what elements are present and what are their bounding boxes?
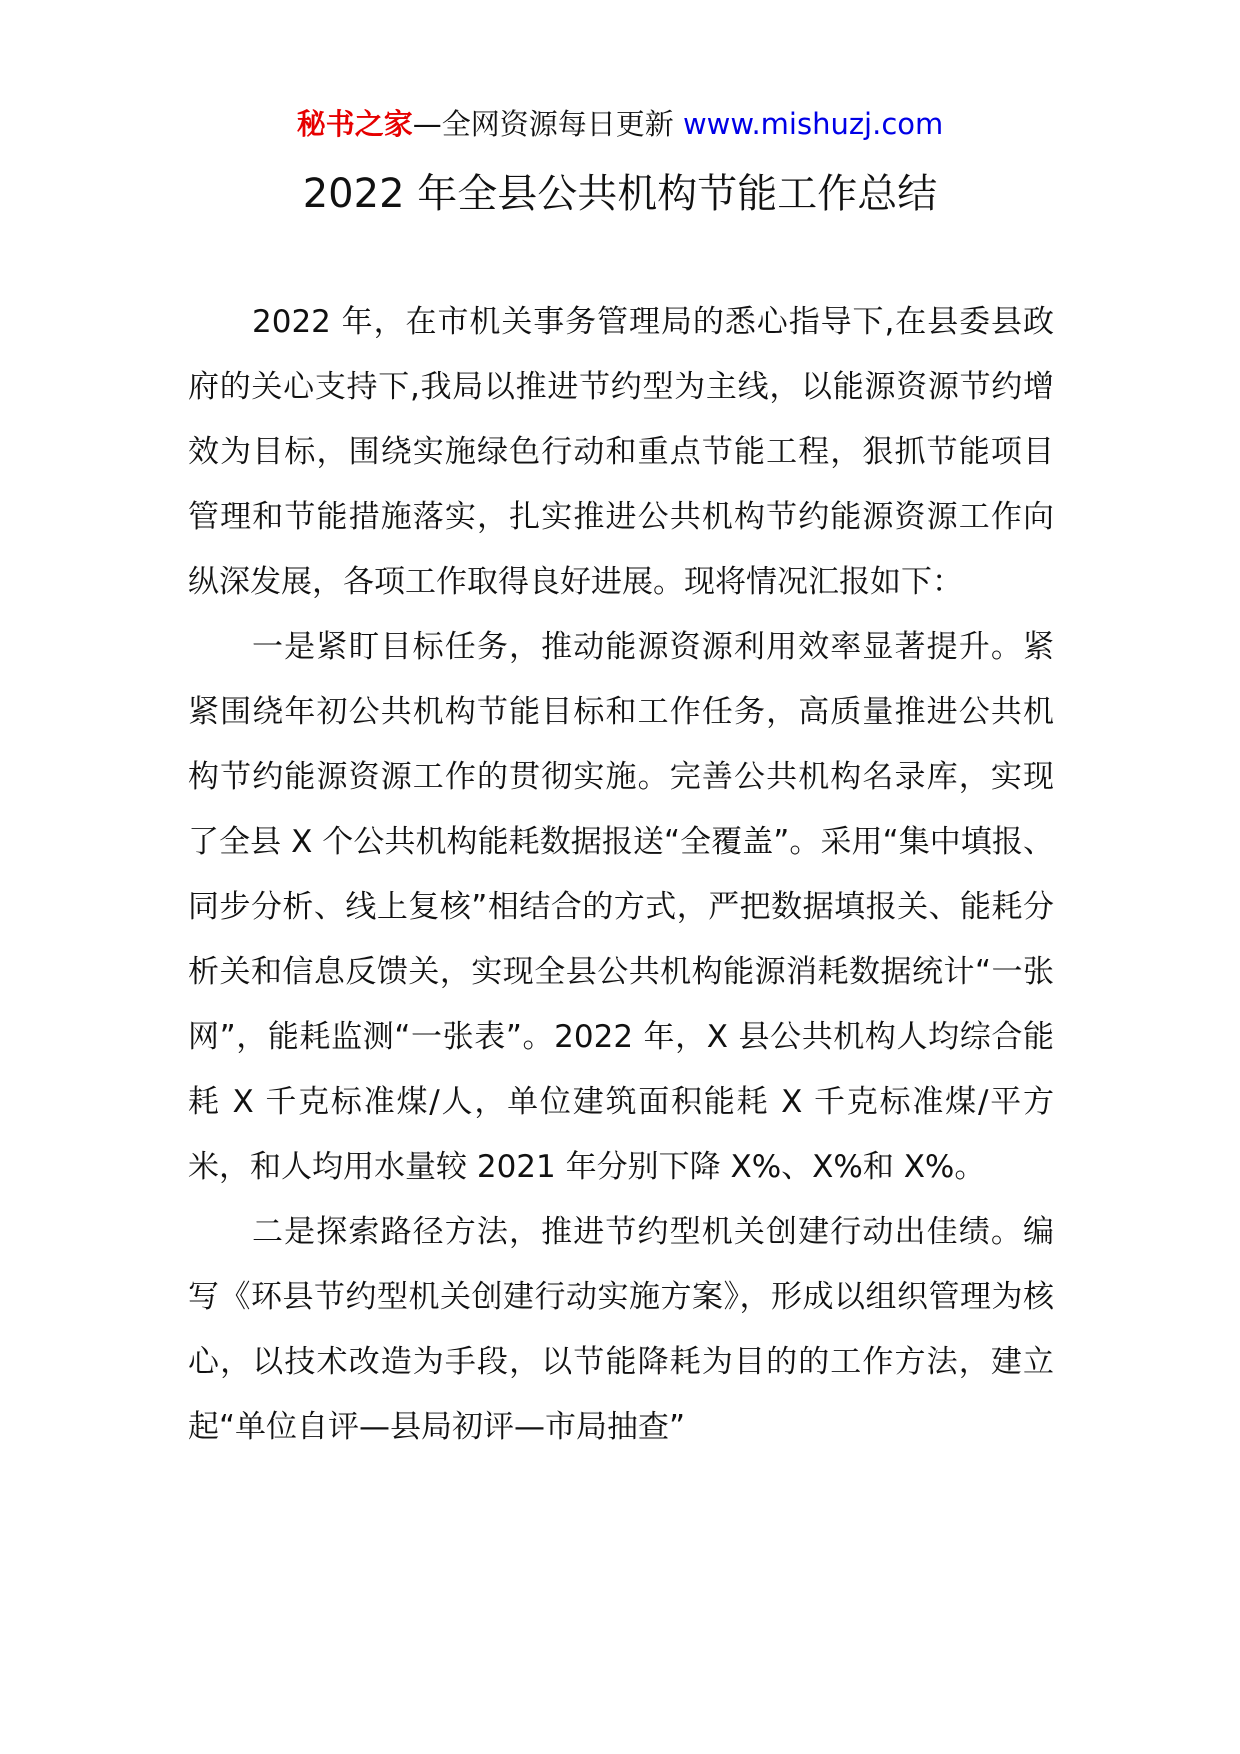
paragraph-point-two: 二是探索路径方法，推进节约型机关创建行动出佳绩。编写《环县节约型机关创建行动实施方案》，形成以组织管理为核心，以技术改造为手段，以节能降耗为目的的工作方法，建立起“单位自评—县局初评—市局抽查” — [188, 1214, 1054, 1445]
site-url-link[interactable]: www.mishuzj.com — [682, 107, 944, 141]
paragraph-intro: 2022 年，在市机关事务管理局的悉心指导下,在县委县政府的关心支持下,我局以推进节约型为主线，以能源资源节约增效为目标，围绕实施绿色行动和重点节能工程，狠抓节能项目管理和节能措施落实，扎实推进公共机构节约能源资源工作向纵深发展，各项工作取得良好进展。现将情况汇报如下： — [188, 304, 1054, 600]
brand-name: 秘书之家 — [296, 107, 413, 141]
document-title: 2022 年全县公共机构节能工作总结 — [302, 171, 938, 217]
header-slogan: —全网资源每日更新 — [412, 107, 683, 141]
document-body — [188, 290, 1054, 1460]
paragraph-point-one: 一是紧盯目标任务，推动能源资源利用效率显著提升。紧紧围绕年初公共机构节能目标和工作任务，高质量推进公共机构节约能源资源工作的贯彻实施。完善公共机构名录库，实现了全县 X 个公共机构能耗数据报送“全覆盖”。采用“集中填报、同步分析、线上复核”相结合的方式，严把数据填报关、能耗分析关和信息反馈关，实现全县公共机构能源消耗数据统计“一张网”，能耗监测“一张表”。2022 年，X 县公共机构人均综合能耗 X 千克标准煤/人，单位建筑面积能耗 X 千克标准煤/平方米，和人均用水量较 2021 年分别下降 X%、X%和 X%。 — [188, 629, 1054, 1185]
site-header — [0, 100, 1240, 148]
